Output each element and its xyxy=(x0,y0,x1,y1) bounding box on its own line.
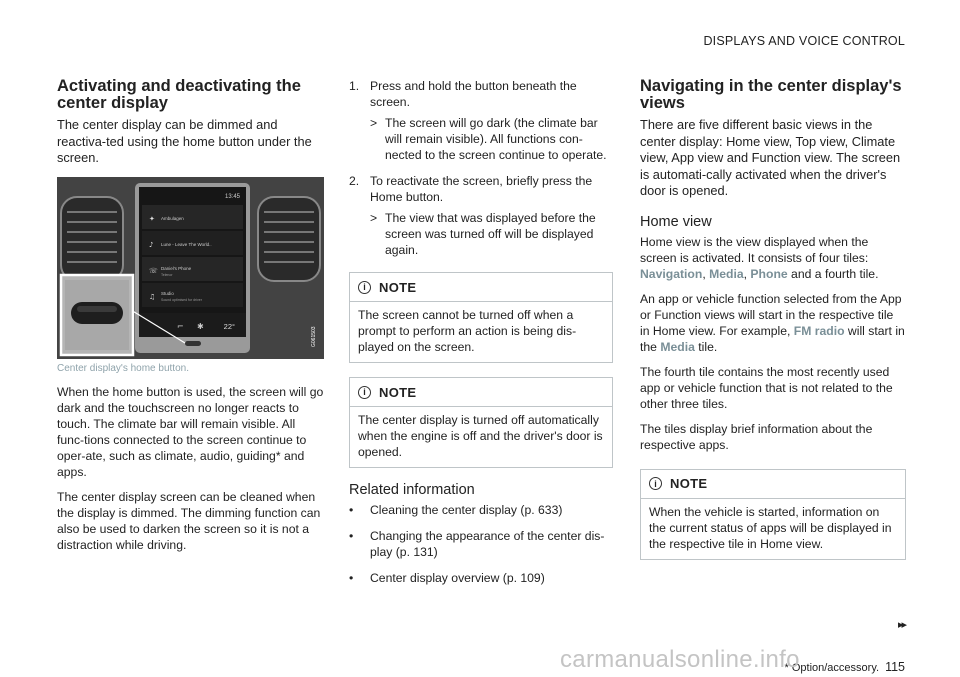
related-link-appearance[interactable] xyxy=(349,528,613,560)
step-item xyxy=(349,78,613,163)
result-text: The screen will go dark (the climate bar will remain visible). All functions con-nected to the screen continue to operate. xyxy=(385,116,607,162)
keyword-media: Media xyxy=(660,339,695,354)
step-number: 2. xyxy=(349,174,360,188)
section-heading-navigating: Navigating in the center display's views xyxy=(640,77,902,112)
column-3 xyxy=(640,78,906,574)
body-paragraph-2: The center display screen can be cleaned when the display is dimmed. The dimming function can also be used to darken the screen so it is not a distraction while driving. xyxy=(57,489,321,552)
audio-tile-icon: ♫ xyxy=(149,292,156,301)
step-result xyxy=(370,210,613,258)
note-header xyxy=(350,378,612,407)
result-marker: > xyxy=(370,116,378,130)
related-links xyxy=(349,502,613,586)
related-link-cleaning[interactable] xyxy=(349,502,613,518)
column-2 xyxy=(349,78,613,596)
related-information-heading: Related information xyxy=(349,482,475,498)
step-result xyxy=(370,115,613,163)
note-body: When the vehicle is started, information on the current status of apps will be displayed in the respective tile in Home view. xyxy=(649,504,892,551)
tile-4-sublabel: Sound optimised for driver xyxy=(161,297,202,302)
note-box-1 xyxy=(349,272,613,363)
note-box-3 xyxy=(640,469,906,560)
option-footnote: * Option/accessory. xyxy=(784,662,880,674)
step-number: 1. xyxy=(349,79,360,93)
body-paragraph-1: When the home button is used, the screen will go dark and the touchscreen no longer reacts to touch. The climate bar will remain visible. All func-tions connected to the screen continue to oper-ate, such as climate, audio, guiding* and apps. xyxy=(57,384,324,479)
climate-temperature: 22° xyxy=(223,321,235,331)
info-icon: i xyxy=(358,281,371,294)
left-air-vent xyxy=(61,197,123,281)
result-text: The view that was displayed before the screen was turned off will be displayed again. xyxy=(385,211,596,257)
views-intro-paragraph: There are five different basic views in the center display: Home view, Top view, Climate view, App view and Function view. The screen is automati-cally activated when the driver's door is opened. xyxy=(640,117,901,198)
media-tile-icon: ♪ xyxy=(149,240,154,249)
note-body: The center display is turned off automatically when the engine is off and the driver's door is opened. xyxy=(358,413,603,459)
bullet: • xyxy=(349,503,354,517)
column-1 xyxy=(57,78,324,562)
related-link-text[interactable]: Center display overview (p. 109) xyxy=(370,571,545,585)
home-view-paragraph-4: The tiles display brief information about the respective apps. xyxy=(640,421,873,452)
center-display-figure xyxy=(57,177,324,359)
info-icon: i xyxy=(649,477,662,490)
navigation-tile-icon: ✦ xyxy=(149,214,155,223)
note-title: NOTE xyxy=(379,384,417,400)
info-icon: i xyxy=(358,386,371,399)
related-link-text[interactable]: Cleaning the center display (p. 633) xyxy=(370,503,563,517)
phone-tile-icon: ☏ xyxy=(149,266,158,275)
home-view-paragraph-2: An app or vehicle function selected from the App or Function views will start in the respective tile in Home view. For example, FM radio will start in the Media tile. xyxy=(640,291,905,354)
bullet: • xyxy=(349,571,354,585)
procedure-steps xyxy=(349,78,613,258)
home-button xyxy=(185,341,201,346)
seat-icon: ⌐ xyxy=(177,321,184,331)
tile-3-label: Daniel's Phone xyxy=(161,265,192,271)
note-box-2 xyxy=(349,377,613,468)
related-link-text[interactable]: Changing the appearance of the center dis-play (p. 131) xyxy=(370,529,605,559)
figure-code: G061503 xyxy=(311,325,317,347)
keyword-media: Media xyxy=(709,266,744,281)
tile-2-label: Lune - Leave The World.. xyxy=(161,241,212,247)
screen-clock: 13:45 xyxy=(224,193,240,200)
watermark: carmanualsonline.info xyxy=(560,646,800,673)
note-header xyxy=(350,273,612,302)
step-text: To reactivate the screen, briefly press the Home button. xyxy=(370,174,593,204)
step-text: Press and hold the button beneath the screen. xyxy=(370,79,577,109)
keyword-navigation: Navigation xyxy=(640,266,703,281)
home-view-paragraph-3: The fourth tile contains the most recently used app or vehicle function that is not related to the other three tiles. xyxy=(640,364,893,411)
keyword-fm-radio: FM radio xyxy=(793,323,845,338)
right-air-vent xyxy=(258,197,320,281)
bullet: • xyxy=(349,529,354,543)
home-button-callout xyxy=(61,275,133,355)
note-title: NOTE xyxy=(670,476,708,491)
tile-3-sublabel: Telenor xyxy=(161,272,173,277)
keyword-phone: Phone xyxy=(750,266,788,281)
tile-1-label: Ambulagen xyxy=(161,215,184,221)
note-title: NOTE xyxy=(379,279,417,295)
fan-icon: ✱ xyxy=(197,321,204,331)
step-item xyxy=(349,173,613,258)
home-view-paragraph-1: Home view is the view displayed when the screen is activated. It consists of four tiles: Navigation, Media, Phone and a fourth tile. xyxy=(640,234,879,281)
related-link-overview[interactable] xyxy=(349,570,613,586)
result-marker: > xyxy=(370,211,378,225)
page-number: 115 xyxy=(885,660,905,674)
figure-caption: Center display's home button. xyxy=(57,362,189,374)
continued-icon: ▸▸ xyxy=(897,619,905,631)
running-header: DISPLAYS AND VOICE CONTROL xyxy=(703,34,905,48)
tile-4-label: Studio xyxy=(161,290,174,296)
intro-paragraph: The center display can be dimmed and reactiva-ted using the home button under the screen. xyxy=(57,117,312,165)
section-heading-activating: Activating and deactivating the center display xyxy=(57,77,301,112)
home-view-heading: Home view xyxy=(640,213,712,230)
note-header xyxy=(641,470,905,499)
page-footer xyxy=(785,660,906,674)
note-body: The screen cannot be turned off when a prompt to perform an action is being dis-played on the screen. xyxy=(358,308,577,354)
